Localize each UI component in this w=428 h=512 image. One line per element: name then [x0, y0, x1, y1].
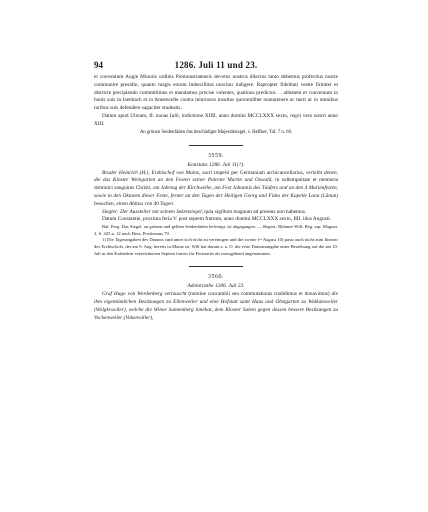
page-header: [94, 60, 338, 72]
regest2-latin: (nomine concambii seu commutationis tradidimus et donavimus): [188, 291, 330, 298]
regest-issuer: Bruder Heinrich (H.), Erzbischof von Mainz,: [102, 169, 201, 176]
document-number-2: 3560.: [208, 274, 224, 281]
sigler-latin: quia sigillum magnum ad presens non habemus.: [204, 208, 307, 215]
datum-paragraph: Datum Constantie, proxima feria V. post septem fratrum, anno domini MCCLXXX sexto, IIII. idus Augusti.: [102, 216, 332, 223]
document-place-date-2: Adelarnsthe 1286. Juli 23.: [187, 283, 245, 290]
continuation-paragraph: et conventum Augie Minoris ordinis Premonstratensis devotos nostros dilectos tanto debemus profectius nostre communire presidio, quanto magis eorum imbecillitas noscitur indigere. Rapropter fidelitati vestre firmiter et districte precipiendo committimus et mandamus precise volentes, quatinus predictos . . abbatem et conventum in bonis suis in Isenbach et in Annencelle contra iniuriosos insultus quorumlibet manutenere ac tueri ac in omnibus iuribus suis defendere sagaciter studeatis.: [94, 74, 338, 112]
section-divider: [189, 145, 243, 146]
running-title: 1286. Juli 11 und 23.: [174, 60, 258, 70]
regest-text-2: am Jahrtag der Kirchweihe, am Fest Johannis des Täufers und an den 4 Marienfesten, sowie in den Oktaven dieser Feste, ferner an den Tagen der Heiligen Georg und Fides der Kapelle Lana (Lânun) besuchen, einen Ablass von 40 Tagen.: [94, 185, 339, 207]
document-number: 3559.: [208, 152, 224, 159]
continuation-datum: Datum apud Ulmam, II. nonas Iulii, indictione XIIII, anno domini MCCLXXX sexto, regni vero nostri anno XIII.: [94, 112, 338, 127]
footnote: 1) Die Tagesangaben des Datums sind unter sich nicht zu vereinigen und die zweite (= August 10) passt auch nicht zum Itinerar des Erzbischofs, der am 9. Aug. bereits in Mainz ist. Will hat darum a. a. O. die erste Datumsangabe unter Beziehung auf die am 10. Juli in den Kalendern verzeichneten Septem fratres für Feststattis als massgebend angenommen.: [94, 237, 338, 256]
regest-latin-2: in sollempnitate et memoria dominici sanguinis Christi,: [94, 177, 339, 192]
regest2-text: die ihm eigentümlichen Besitzungen zu Ellenweiler und eine Hofstatt samt Haus und Obstgarten zu Walkatsweiler (Wolgkrswiler), welche die Witwe Sunnenberg innehat, dem Kloster Salem gegen dessen bessere Besitzungen zu Vockenweiler (Vokenwiller),: [94, 291, 339, 321]
page-number: 94: [94, 60, 103, 70]
section-divider-2: [189, 266, 243, 267]
page-body: [94, 74, 338, 322]
regest2-issuer: Graf Hugo von Werdenberg vertauscht: [102, 291, 187, 298]
regest-latin: sacri imperii per Germaniam archicancellarius,: [202, 169, 305, 176]
document-regest-2: [94, 291, 338, 322]
document-place-date: Konstanz 1286. Juli 11(?).: [187, 161, 245, 168]
original-note: Bal. Perg. Das Siegel, an grünen und gelben Seidenfäden befestigt, ist abgegangen. — Regest: Böhmer-Will, Reg. arp. Maguat. 2, S. 425 n. 12 nach Hess, Prodromus 79.: [94, 224, 338, 236]
regest-text: verleiht denen, die das Kloster Weingarten an den Festen seiner Patrone Martin und Oswald,: [94, 169, 338, 184]
seal-note: An grünen Seidenfäden das beschädigte Majestätsiegel, s. Heffner, Taf. 7 n. 60.: [139, 129, 293, 135]
sigler-label: Siegler: Der Aussteller mit seinem Sekretsiegel,: [102, 208, 203, 215]
document-regest: [94, 170, 338, 209]
